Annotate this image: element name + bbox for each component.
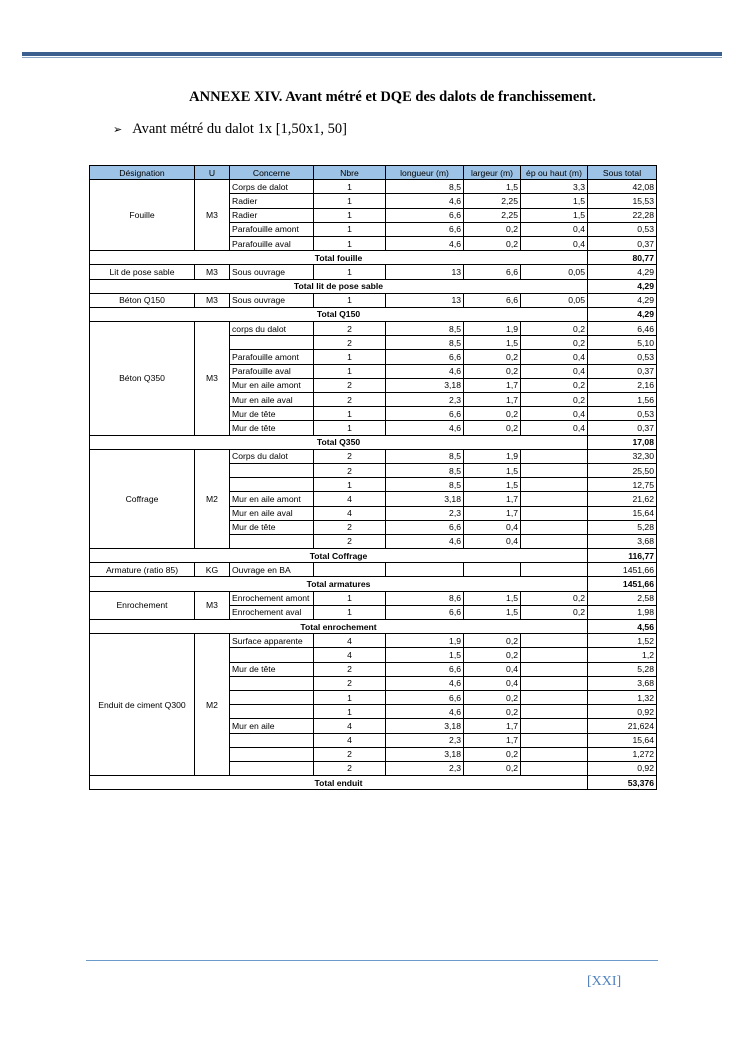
concerne-cell: Mur en aile aval	[230, 506, 314, 520]
ep-cell: 3,3	[521, 180, 588, 194]
annex-title: ANNEXE XIV. Avant métré et DQE des dalots de franchissement.	[189, 89, 596, 105]
ep-cell: 0,4	[521, 421, 588, 435]
longueur-cell: 4,6	[386, 676, 464, 690]
largeur-cell: 1,9	[464, 322, 521, 336]
longueur-cell: 6,6	[386, 208, 464, 222]
sous-total-cell: 32,30	[588, 449, 657, 463]
designation-cell: Fouille	[90, 180, 195, 251]
concerne-cell: Surface apparente	[230, 634, 314, 648]
unit-cell: M2	[195, 634, 230, 776]
designation-cell: Lit de pose sable	[90, 265, 195, 279]
largeur-cell: 0,4	[464, 662, 521, 676]
largeur-cell: 1,5	[464, 463, 521, 477]
ep-cell: 0,4	[521, 364, 588, 378]
longueur-cell: 3,18	[386, 719, 464, 733]
ep-cell	[521, 747, 588, 761]
sous-total-cell: 0,37	[588, 421, 657, 435]
col-header: ép ou haut (m)	[521, 166, 588, 180]
largeur-cell: 1,7	[464, 492, 521, 506]
concerne-cell: Mur de tête	[230, 407, 314, 421]
concerne-cell	[230, 336, 314, 350]
longueur-cell: 4,6	[386, 364, 464, 378]
nbre-cell: 1	[314, 265, 386, 279]
concerne-cell	[230, 761, 314, 775]
total-label: Total fouille	[90, 251, 588, 265]
nbre-cell: 2	[314, 463, 386, 477]
nbre-cell: 1	[314, 605, 386, 619]
concerne-cell: Mur en aile	[230, 719, 314, 733]
col-header: Désignation	[90, 166, 195, 180]
sous-total-cell: 22,28	[588, 208, 657, 222]
nbre-cell: 4	[314, 648, 386, 662]
table-row	[90, 449, 657, 463]
sous-total-cell: 21,624	[588, 719, 657, 733]
concerne-cell: Parafouille amont	[230, 350, 314, 364]
concerne-cell: Radier	[230, 194, 314, 208]
ep-cell	[521, 563, 588, 577]
footer-rule	[86, 960, 658, 961]
sous-total-cell: 0,37	[588, 236, 657, 250]
largeur-cell: 0,2	[464, 705, 521, 719]
longueur-cell: 6,6	[386, 222, 464, 236]
sous-total-cell: 5,28	[588, 520, 657, 534]
ep-cell	[521, 449, 588, 463]
total-value: 53,376	[588, 776, 657, 790]
ep-cell: 1,5	[521, 194, 588, 208]
concerne-cell: Mur en aile amont	[230, 378, 314, 392]
nbre-cell: 1	[314, 350, 386, 364]
concerne-cell: Mur de tête	[230, 421, 314, 435]
col-header: longueur (m)	[386, 166, 464, 180]
header-row	[90, 166, 657, 180]
arrow-bullet-icon: ➢	[113, 123, 123, 136]
nbre-cell: 1	[314, 407, 386, 421]
sous-total-cell: 5,10	[588, 336, 657, 350]
table-row	[90, 563, 657, 577]
ep-cell: 0,4	[521, 236, 588, 250]
total-row	[90, 251, 657, 265]
longueur-cell: 8,5	[386, 449, 464, 463]
concerne-cell: Parafouille aval	[230, 364, 314, 378]
ep-cell	[521, 634, 588, 648]
longueur-cell: 6,6	[386, 350, 464, 364]
longueur-cell: 6,6	[386, 662, 464, 676]
total-value: 17,08	[588, 435, 657, 449]
largeur-cell: 1,7	[464, 378, 521, 392]
subtitle-text: Avant métré du dalot 1x [1,50x1, 50]	[132, 121, 347, 137]
longueur-cell: 8,5	[386, 180, 464, 194]
longueur-cell: 6,6	[386, 520, 464, 534]
sous-total-cell: 1,2	[588, 648, 657, 662]
longueur-cell: 13	[386, 293, 464, 307]
largeur-cell: 0,2	[464, 761, 521, 775]
concerne-cell	[230, 478, 314, 492]
nbre-cell: 2	[314, 534, 386, 548]
nbre-cell: 2	[314, 393, 386, 407]
total-value: 80,77	[588, 251, 657, 265]
nbre-cell: 1	[314, 705, 386, 719]
nbre-cell: 4	[314, 492, 386, 506]
concerne-cell	[230, 534, 314, 548]
unit-cell: M3	[195, 293, 230, 307]
longueur-cell: 2,3	[386, 506, 464, 520]
concerne-cell: Parafouille aval	[230, 236, 314, 250]
total-label: Total Q150	[90, 307, 588, 321]
concerne-cell: Mur de tête	[230, 662, 314, 676]
sous-total-cell: 1451,66	[588, 563, 657, 577]
nbre-cell: 4	[314, 719, 386, 733]
unit-cell: M3	[195, 591, 230, 619]
dqe-table	[89, 165, 657, 790]
ep-cell: 0,2	[521, 378, 588, 392]
concerne-cell	[230, 690, 314, 704]
concerne-cell: Corps de dalot	[230, 180, 314, 194]
largeur-cell: 1,9	[464, 449, 521, 463]
total-label: Total enduit	[90, 776, 588, 790]
designation-cell: Armature (ratio 85)	[90, 563, 195, 577]
largeur-cell: 1,5	[464, 336, 521, 350]
largeur-cell: 0,2	[464, 690, 521, 704]
largeur-cell: 2,25	[464, 194, 521, 208]
longueur-cell: 8,5	[386, 322, 464, 336]
nbre-cell: 2	[314, 322, 386, 336]
header-rule	[22, 52, 722, 56]
ep-cell	[521, 492, 588, 506]
ep-cell: 0,4	[521, 350, 588, 364]
ep-cell	[521, 520, 588, 534]
total-value: 4,29	[588, 307, 657, 321]
ep-cell	[521, 676, 588, 690]
table-body	[90, 180, 657, 790]
longueur-cell: 4,6	[386, 236, 464, 250]
longueur-cell: 3,18	[386, 378, 464, 392]
total-label: Total enrochement	[90, 620, 588, 634]
largeur-cell: 1,5	[464, 180, 521, 194]
largeur-cell: 2,25	[464, 208, 521, 222]
ep-cell	[521, 761, 588, 775]
sous-total-cell: 21,62	[588, 492, 657, 506]
largeur-cell: 0,2	[464, 421, 521, 435]
concerne-cell: Parafouille amont	[230, 222, 314, 236]
nbre-cell: 4	[314, 733, 386, 747]
col-header: Sous total	[588, 166, 657, 180]
largeur-cell: 0,2	[464, 222, 521, 236]
sous-total-cell: 42,08	[588, 180, 657, 194]
nbre-cell: 1	[314, 591, 386, 605]
sous-total-cell: 4,29	[588, 293, 657, 307]
designation-cell: Coffrage	[90, 449, 195, 548]
longueur-cell: 8,5	[386, 463, 464, 477]
total-value: 116,77	[588, 549, 657, 563]
unit-cell: M3	[195, 180, 230, 251]
sous-total-cell: 1,272	[588, 747, 657, 761]
total-row	[90, 577, 657, 591]
largeur-cell: 6,6	[464, 293, 521, 307]
longueur-cell: 2,3	[386, 393, 464, 407]
total-row	[90, 620, 657, 634]
sous-total-cell: 4,29	[588, 265, 657, 279]
sous-total-cell: 6,46	[588, 322, 657, 336]
sous-total-cell: 2,58	[588, 591, 657, 605]
ep-cell	[521, 534, 588, 548]
longueur-cell: 6,6	[386, 690, 464, 704]
nbre-cell: 1	[314, 421, 386, 435]
nbre-cell: 1	[314, 208, 386, 222]
total-label: Total Coffrage	[90, 549, 588, 563]
sous-total-cell: 0,37	[588, 364, 657, 378]
concerne-cell: Mur en aile aval	[230, 393, 314, 407]
nbre-cell: 1	[314, 236, 386, 250]
concerne-cell	[230, 705, 314, 719]
sous-total-cell: 0,53	[588, 222, 657, 236]
col-header: Concerne	[230, 166, 314, 180]
total-value: 1451,66	[588, 577, 657, 591]
longueur-cell: 6,6	[386, 407, 464, 421]
unit-cell: M2	[195, 449, 230, 548]
total-row	[90, 435, 657, 449]
longueur-cell: 3,18	[386, 747, 464, 761]
nbre-cell: 1	[314, 478, 386, 492]
ep-cell: 0,4	[521, 222, 588, 236]
sous-total-cell: 25,50	[588, 463, 657, 477]
sous-total-cell: 1,52	[588, 634, 657, 648]
table-row	[90, 591, 657, 605]
total-label: Total Q350	[90, 435, 588, 449]
concerne-cell	[230, 648, 314, 662]
largeur-cell: 1,5	[464, 605, 521, 619]
largeur-cell: 0,2	[464, 350, 521, 364]
ep-cell	[521, 463, 588, 477]
sous-total-cell: 1,56	[588, 393, 657, 407]
table-row	[90, 634, 657, 648]
largeur-cell: 1,5	[464, 478, 521, 492]
longueur-cell: 2,3	[386, 761, 464, 775]
table-row	[90, 322, 657, 336]
sous-total-cell: 5,28	[588, 662, 657, 676]
nbre-cell: 1	[314, 364, 386, 378]
sous-total-cell: 1,32	[588, 690, 657, 704]
designation-cell: Béton Q150	[90, 293, 195, 307]
sous-total-cell: 15,53	[588, 194, 657, 208]
sous-total-cell: 0,53	[588, 407, 657, 421]
ep-cell	[521, 506, 588, 520]
ep-cell: 0,2	[521, 393, 588, 407]
concerne-cell: corps du dalot	[230, 322, 314, 336]
ep-cell	[521, 733, 588, 747]
sous-total-cell: 3,68	[588, 676, 657, 690]
designation-cell: Enrochement	[90, 591, 195, 619]
nbre-cell: 1	[314, 180, 386, 194]
largeur-cell: 0,2	[464, 364, 521, 378]
total-value: 4,29	[588, 279, 657, 293]
ep-cell: 0,2	[521, 605, 588, 619]
largeur-cell: 0,2	[464, 648, 521, 662]
total-row	[90, 279, 657, 293]
largeur-cell: 0,4	[464, 520, 521, 534]
largeur-cell: 0,2	[464, 634, 521, 648]
ep-cell	[521, 648, 588, 662]
unit-cell: M3	[195, 322, 230, 436]
unit-cell: KG	[195, 563, 230, 577]
unit-cell: M3	[195, 265, 230, 279]
ep-cell: 0,4	[521, 407, 588, 421]
total-label: Total armatures	[90, 577, 588, 591]
ep-cell	[521, 705, 588, 719]
ep-cell	[521, 662, 588, 676]
nbre-cell: 4	[314, 506, 386, 520]
largeur-cell: 0,2	[464, 747, 521, 761]
ep-cell: 0,2	[521, 336, 588, 350]
total-row	[90, 307, 657, 321]
nbre-cell: 2	[314, 378, 386, 392]
ep-cell: 1,5	[521, 208, 588, 222]
sous-total-cell: 15,64	[588, 733, 657, 747]
longueur-cell: 1,5	[386, 648, 464, 662]
concerne-cell	[230, 747, 314, 761]
nbre-cell: 2	[314, 747, 386, 761]
largeur-cell: 1,7	[464, 719, 521, 733]
longueur-cell: 6,6	[386, 605, 464, 619]
concerne-cell	[230, 733, 314, 747]
col-header: U	[195, 166, 230, 180]
col-header: Nbre	[314, 166, 386, 180]
nbre-cell: 2	[314, 520, 386, 534]
concerne-cell: Mur en aile amont	[230, 492, 314, 506]
largeur-cell: 1,7	[464, 393, 521, 407]
sous-total-cell: 12,75	[588, 478, 657, 492]
largeur-cell	[464, 563, 521, 577]
ep-cell: 0,05	[521, 265, 588, 279]
nbre-cell: 2	[314, 336, 386, 350]
total-row	[90, 549, 657, 563]
nbre-cell: 1	[314, 222, 386, 236]
largeur-cell: 0,2	[464, 407, 521, 421]
sous-total-cell: 3,68	[588, 534, 657, 548]
largeur-cell: 1,5	[464, 591, 521, 605]
sous-total-cell: 0,92	[588, 761, 657, 775]
longueur-cell: 3,18	[386, 492, 464, 506]
longueur-cell: 8,6	[386, 591, 464, 605]
concerne-cell: Corps du dalot	[230, 449, 314, 463]
nbre-cell: 4	[314, 634, 386, 648]
sous-total-cell: 0,53	[588, 350, 657, 364]
designation-cell: Enduit de ciment Q300	[90, 634, 195, 776]
sous-total-cell: 2,16	[588, 378, 657, 392]
total-value: 4,56	[588, 620, 657, 634]
nbre-cell	[314, 563, 386, 577]
ep-cell	[521, 478, 588, 492]
concerne-cell: Ouvrage en BA	[230, 563, 314, 577]
longueur-cell: 4,6	[386, 705, 464, 719]
nbre-cell: 2	[314, 761, 386, 775]
nbre-cell: 2	[314, 449, 386, 463]
total-label: Total lit de pose sable	[90, 279, 588, 293]
longueur-cell: 4,6	[386, 534, 464, 548]
designation-cell: Béton Q350	[90, 322, 195, 436]
section-subtitle	[113, 121, 347, 138]
concerne-cell: Sous ouvrage	[230, 265, 314, 279]
concerne-cell	[230, 676, 314, 690]
nbre-cell: 2	[314, 676, 386, 690]
table-row	[90, 265, 657, 279]
longueur-cell: 8,5	[386, 336, 464, 350]
longueur-cell: 4,6	[386, 421, 464, 435]
sous-total-cell: 0,92	[588, 705, 657, 719]
longueur-cell	[386, 563, 464, 577]
concerne-cell: Enrochement aval	[230, 605, 314, 619]
total-row	[90, 776, 657, 790]
concerne-cell: Sous ouvrage	[230, 293, 314, 307]
longueur-cell: 1,9	[386, 634, 464, 648]
ep-cell: 0,2	[521, 322, 588, 336]
ep-cell	[521, 719, 588, 733]
largeur-cell: 6,6	[464, 265, 521, 279]
longueur-cell: 2,3	[386, 733, 464, 747]
ep-cell: 0,05	[521, 293, 588, 307]
table-row	[90, 180, 657, 194]
nbre-cell: 1	[314, 293, 386, 307]
page-number: [XXI]	[587, 974, 622, 989]
largeur-cell: 0,4	[464, 534, 521, 548]
nbre-cell: 1	[314, 690, 386, 704]
longueur-cell: 13	[386, 265, 464, 279]
nbre-cell: 1	[314, 194, 386, 208]
concerne-cell: Mur de tête	[230, 520, 314, 534]
largeur-cell: 0,4	[464, 676, 521, 690]
nbre-cell: 2	[314, 662, 386, 676]
sous-total-cell: 1,98	[588, 605, 657, 619]
concerne-cell	[230, 463, 314, 477]
col-header: largeur (m)	[464, 166, 521, 180]
largeur-cell: 0,2	[464, 236, 521, 250]
largeur-cell: 1,7	[464, 733, 521, 747]
longueur-cell: 4,6	[386, 194, 464, 208]
concerne-cell: Radier	[230, 208, 314, 222]
concerne-cell: Enrochement amont	[230, 591, 314, 605]
largeur-cell: 1,7	[464, 506, 521, 520]
longueur-cell: 8,5	[386, 478, 464, 492]
ep-cell: 0,2	[521, 591, 588, 605]
header-rule-thin	[22, 57, 722, 58]
table-row	[90, 293, 657, 307]
sous-total-cell: 15,64	[588, 506, 657, 520]
ep-cell	[521, 690, 588, 704]
